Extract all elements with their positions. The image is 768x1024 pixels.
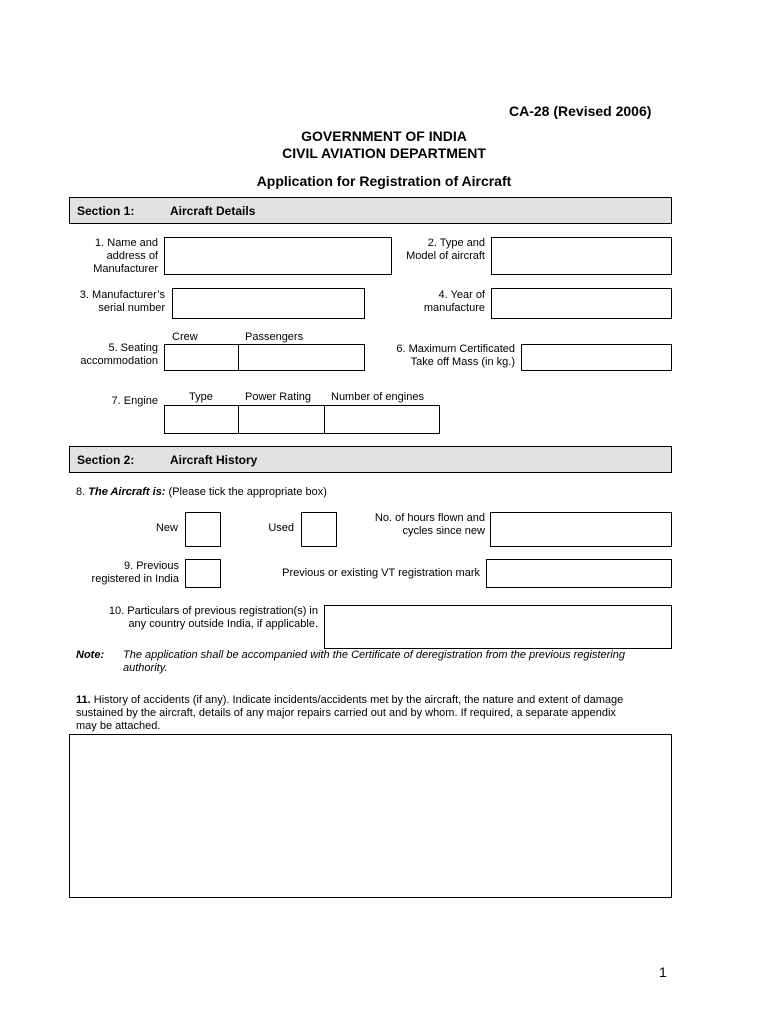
page-number: 1	[659, 964, 667, 980]
section-2-number: Section 2:	[77, 453, 135, 467]
government-heading: GOVERNMENT OF INDIA	[301, 128, 467, 144]
note-label: Note:	[76, 649, 105, 661]
new-label: New	[155, 522, 178, 534]
manufacturer-field[interactable]	[164, 237, 392, 275]
engine-type-column-label: Type	[189, 391, 213, 403]
manufacturer-label: 1. Name and address of Manufacturer	[93, 237, 158, 275]
number-of-engines-column-label: Number of engines	[331, 391, 424, 403]
section-1-header	[69, 197, 672, 224]
form-code: CA-28 (Revised 2006)	[509, 103, 652, 119]
aircraft-status-question: 8. The Aircraft is: (Please tick the appropriate box)	[76, 486, 327, 498]
number-of-engines-field[interactable]	[324, 405, 440, 434]
passengers-column-label: Passengers	[245, 331, 304, 343]
page-title: Application for Registration of Aircraft	[256, 173, 512, 189]
hours-flown-field[interactable]	[490, 512, 672, 547]
seating-label: 5. Seating accommodation	[80, 342, 158, 367]
engine-label: 7. Engine	[111, 395, 158, 407]
max-takeoff-mass-label: 6. Maximum Certificated Take off Mass (in kg.)	[396, 343, 515, 368]
section-2-header	[69, 446, 672, 473]
crew-column-label: Crew	[172, 331, 198, 343]
type-model-label: 2. Type and Model of aircraft	[406, 237, 485, 262]
previous-registration-india-label: 9. Previous registered in India	[91, 560, 179, 585]
note-text: The application shall be accompanied with the Certificate of deregistration from the previous registering authority.	[123, 649, 625, 674]
section-1-number: Section 1:	[77, 204, 135, 218]
serial-number-field[interactable]	[172, 288, 365, 319]
used-checkbox[interactable]	[301, 512, 337, 547]
section-2-title: Aircraft History	[170, 453, 258, 467]
crew-field[interactable]	[164, 344, 239, 371]
section-1-title: Aircraft Details	[170, 204, 256, 218]
max-takeoff-mass-field[interactable]	[521, 344, 672, 371]
foreign-registration-label: 10. Particulars of previous registration(s) in any country outside India, if applicable.	[108, 605, 318, 630]
type-model-field[interactable]	[491, 237, 672, 275]
vt-registration-field[interactable]	[486, 559, 672, 588]
foreign-registration-field[interactable]	[324, 605, 672, 649]
department-heading: CIVIL AVIATION DEPARTMENT	[282, 145, 486, 161]
vt-registration-label: Previous or existing VT registration mark	[282, 567, 480, 579]
accident-history-label: 11. History of accidents (if any). Indicate incidents/accidents met by the aircraft, the nature and extent of damage sustained by the aircraft, details of any major repairs carried out and by whom. If required, a separate appendix may be attached.	[76, 694, 624, 732]
power-rating-field[interactable]	[238, 405, 325, 434]
previous-registration-india-checkbox[interactable]	[185, 559, 221, 588]
used-label: Used	[268, 522, 294, 534]
hours-flown-label: No. of hours flown and cycles since new	[374, 512, 485, 537]
power-rating-column-label: Power Rating	[245, 391, 312, 403]
passengers-field[interactable]	[238, 344, 365, 371]
engine-type-field[interactable]	[164, 405, 239, 434]
year-label: 4. Year of manufacture	[423, 289, 485, 314]
accident-history-field[interactable]	[69, 734, 672, 898]
new-checkbox[interactable]	[185, 512, 221, 547]
year-field[interactable]	[491, 288, 672, 319]
serial-number-label: 3. Manufacturer’s serial number	[79, 289, 165, 314]
